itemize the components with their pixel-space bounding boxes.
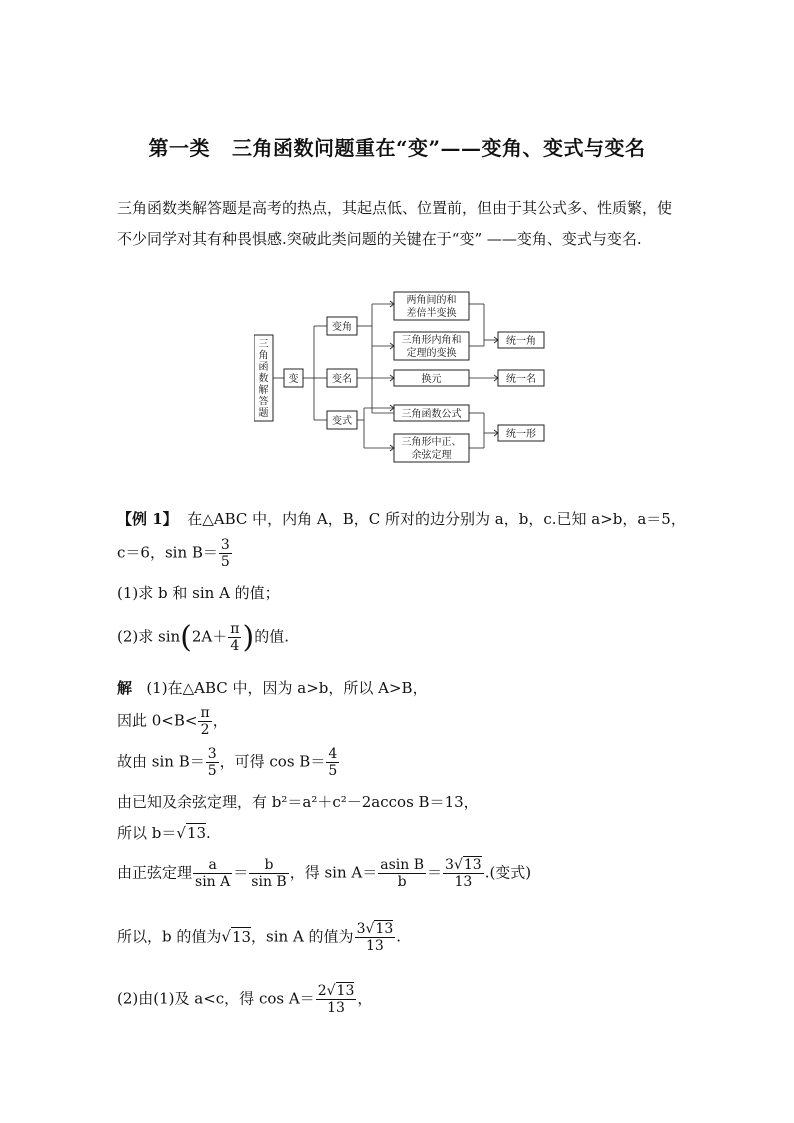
diagram-method-5b: 余弦定理 bbox=[411, 450, 452, 461]
solution-line-6: 由正弦定理 $\frac{a}{\text{sin A}}$ ＝ $\frac{b}{\text{sin B}}$ ，得 sin A＝ $\frac{\text{asin B}}{b}$ ＝ $\frac{3√13}{13}$ .(变式) bbox=[117, 857, 532, 890]
question-1: (1)求 b 和 sin A 的值； bbox=[117, 584, 280, 602]
solution-line-7: 所以，b 的值为√13，sin A 的值为 $\frac{3√13}{13}$ . bbox=[117, 921, 402, 954]
solution-line-8: (2)由(1)及 a<c，得 cos A＝ $\frac{2√13}{13}$ ， bbox=[117, 983, 373, 1016]
diagram-method-4: 三角函数公式 bbox=[401, 409, 462, 420]
intro-paragraph: 三角函数类解答题是高考的热点，其起点低、位置前，但由于其公式多、性质繁，使不少同学对其有种畏惧感.突破此类问题的关键在于“变” ——变角、变式与变名. bbox=[117, 199, 673, 248]
example-stem1: 在△ABC 中，内角 A，B，C 所对的边分别为 a，b，c.已知 a>b，a＝5， bbox=[187, 510, 686, 528]
fraction-pi-4: $\frac{\pi}{4}$ bbox=[230, 621, 240, 654]
diagram-mid-3: 变式 bbox=[332, 416, 352, 427]
diagram-method-1b: 差倍半变换 bbox=[406, 308, 457, 319]
solution-label: 解 bbox=[117, 679, 133, 697]
example-stem-line1 bbox=[117, 508, 686, 529]
diagram-mid-2: 变名 bbox=[332, 374, 352, 385]
diagram-mid-1: 变角 bbox=[332, 322, 352, 333]
diagram-method-2b: 定理的变换 bbox=[406, 348, 457, 359]
question-2: (2)求 sin(2A＋ $\frac{\pi}{4}$ )的值. bbox=[117, 620, 289, 655]
solution-line-1: 解 (1)在△ABC 中，因为 a>b，所以 A>B， bbox=[117, 679, 428, 697]
diagram-center-label: 变 bbox=[288, 374, 299, 385]
title-part1: 第一类 bbox=[148, 136, 210, 160]
diagram-method-1a: 两角间的和 bbox=[406, 295, 457, 306]
solution-line-2: 因此 0<B< $\frac{\pi}{2}$ ， bbox=[117, 705, 228, 738]
method-diagram bbox=[254, 290, 549, 466]
diagram-method-3: 换元 bbox=[421, 374, 442, 385]
diagram-root-label: 三角函数解答题 bbox=[258, 339, 269, 419]
diagram-result-1: 统一角 bbox=[506, 336, 536, 347]
diagram-method-5a: 三角形中正、 bbox=[401, 437, 462, 448]
title-part2: 三角函数问题重在“变”——变角、变式与变名 bbox=[231, 136, 646, 160]
page-title bbox=[0, 132, 794, 161]
solution-line-3: 故由 sin B＝ $\frac{3}{5}$ ，可得 cos B＝ $\frac{4}{5}$ bbox=[117, 746, 338, 779]
fraction-sinB: $\frac{3}{5}$ bbox=[220, 537, 230, 570]
diagram-result-3: 统一形 bbox=[506, 429, 536, 440]
example-stem2: c＝6，sin B＝ bbox=[117, 543, 218, 562]
diagram-method-2a: 三角形内角和 bbox=[401, 335, 462, 346]
solution-line-4: 由已知及余弦定理，有 b²＝a²＋c²－2accos B＝13， bbox=[117, 793, 479, 811]
example-stem-line2 bbox=[117, 537, 233, 570]
solution-line-5: 所以 b＝√13. bbox=[117, 824, 211, 842]
diagram-result-2: 统一名 bbox=[506, 374, 536, 385]
example-label: 【例 1】 bbox=[117, 510, 178, 528]
